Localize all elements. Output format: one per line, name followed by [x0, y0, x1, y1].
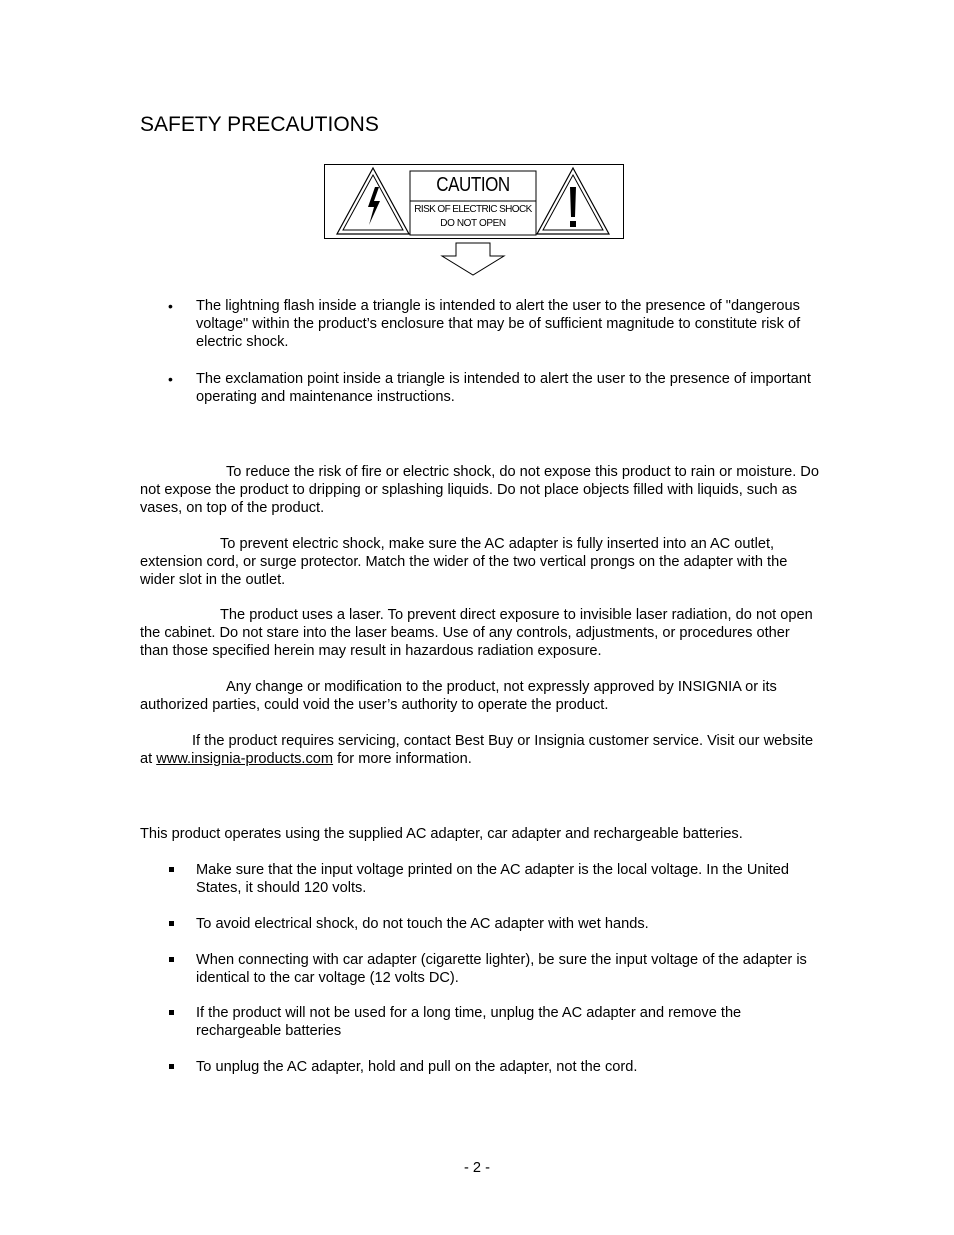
warning-paragraph: Any change or modification to the product, not expressly approved by INSIGNIA or its authorized parties, could void the user’s authority to operate the product.: [140, 679, 777, 713]
down-arrow-icon: [440, 242, 506, 278]
page-number: - 2 -: [464, 1160, 490, 1176]
list-item: Make sure that the input voltage printed on the AC adapter is the local voltage. In the United States, it should 120 volts.: [166, 861, 826, 897]
bullet-square-icon: [166, 861, 186, 879]
power-intro: This product operates using the supplied AC adapter, car adapter and rechargeable batteries.: [140, 826, 743, 842]
lightning-triangle-icon: [337, 168, 409, 234]
caution-label: [324, 164, 624, 239]
exclamation-triangle-icon: [537, 168, 609, 234]
caution-line-1: RISK OF ELECTRIC SHOCK: [414, 204, 532, 215]
bullet-square-icon: [166, 1058, 186, 1076]
warning-paragraph: To prevent electric shock, make sure the AC adapter is fully inserted into an AC outlet, extension cord, or surge protector. Match the wider of the two vertical prongs on the adapter with the wider slot in the outlet.: [140, 536, 788, 588]
bullet-dot-icon: •: [168, 371, 173, 387]
page-title: SAFETY PRECAUTIONS: [140, 113, 379, 136]
list-item: If the product will not be used for a long time, unplug the AC adapter and remove the rechargeable batteries: [166, 1004, 826, 1040]
bullet-dot-icon: •: [168, 298, 173, 314]
bullet-square-icon: [166, 951, 186, 969]
bullet-square-icon: [166, 915, 186, 933]
bullet-square-icon: [166, 1004, 186, 1022]
warning-paragraph: To reduce the risk of fire or electric shock, do not expose this product to rain or moisture. Do not expose the product to dripping or splashing liquids. Do not place objects filled with liquids, such as vases, on top of the product.: [140, 464, 819, 516]
servicing-paragraph: If the product requires servicing, contact Best Buy or Insignia customer service. Visit our website at www.insignia-products.com for more information.: [140, 733, 814, 767]
list-item: When connecting with car adapter (cigarette lighter), be sure the input voltage of the adapter is identical to the car voltage (12 volts DC).: [166, 951, 826, 987]
website-link[interactable]: www.insignia-products.com: [156, 751, 334, 767]
list-item: • The lightning flash inside a triangle is intended to alert the user to the presence of "dangerous voltage" within the product’s enclosure that may be of sufficient magnitude to constitute risk of electric shock.: [168, 298, 801, 350]
list-item: To unplug the AC adapter, hold and pull on the adapter, not the cord.: [166, 1058, 826, 1076]
warning-paragraph: The product uses a laser. To prevent direct exposure to invisible laser radiation, do not open the cabinet. Do not stare into the laser beams. Use of any controls, adjustments, or procedures other than those specified herein may result in hazardous radiation exposure.: [140, 607, 813, 659]
list-item: • The exclamation point inside a triangle is intended to alert the user to the presence of important operating and maintenance instructions.: [168, 371, 811, 405]
caution-line-2: DO NOT OPEN: [440, 218, 506, 229]
list-item: To avoid electrical shock, do not touch the AC adapter with wet hands.: [166, 915, 826, 933]
caution-heading: CAUTION: [436, 174, 510, 196]
